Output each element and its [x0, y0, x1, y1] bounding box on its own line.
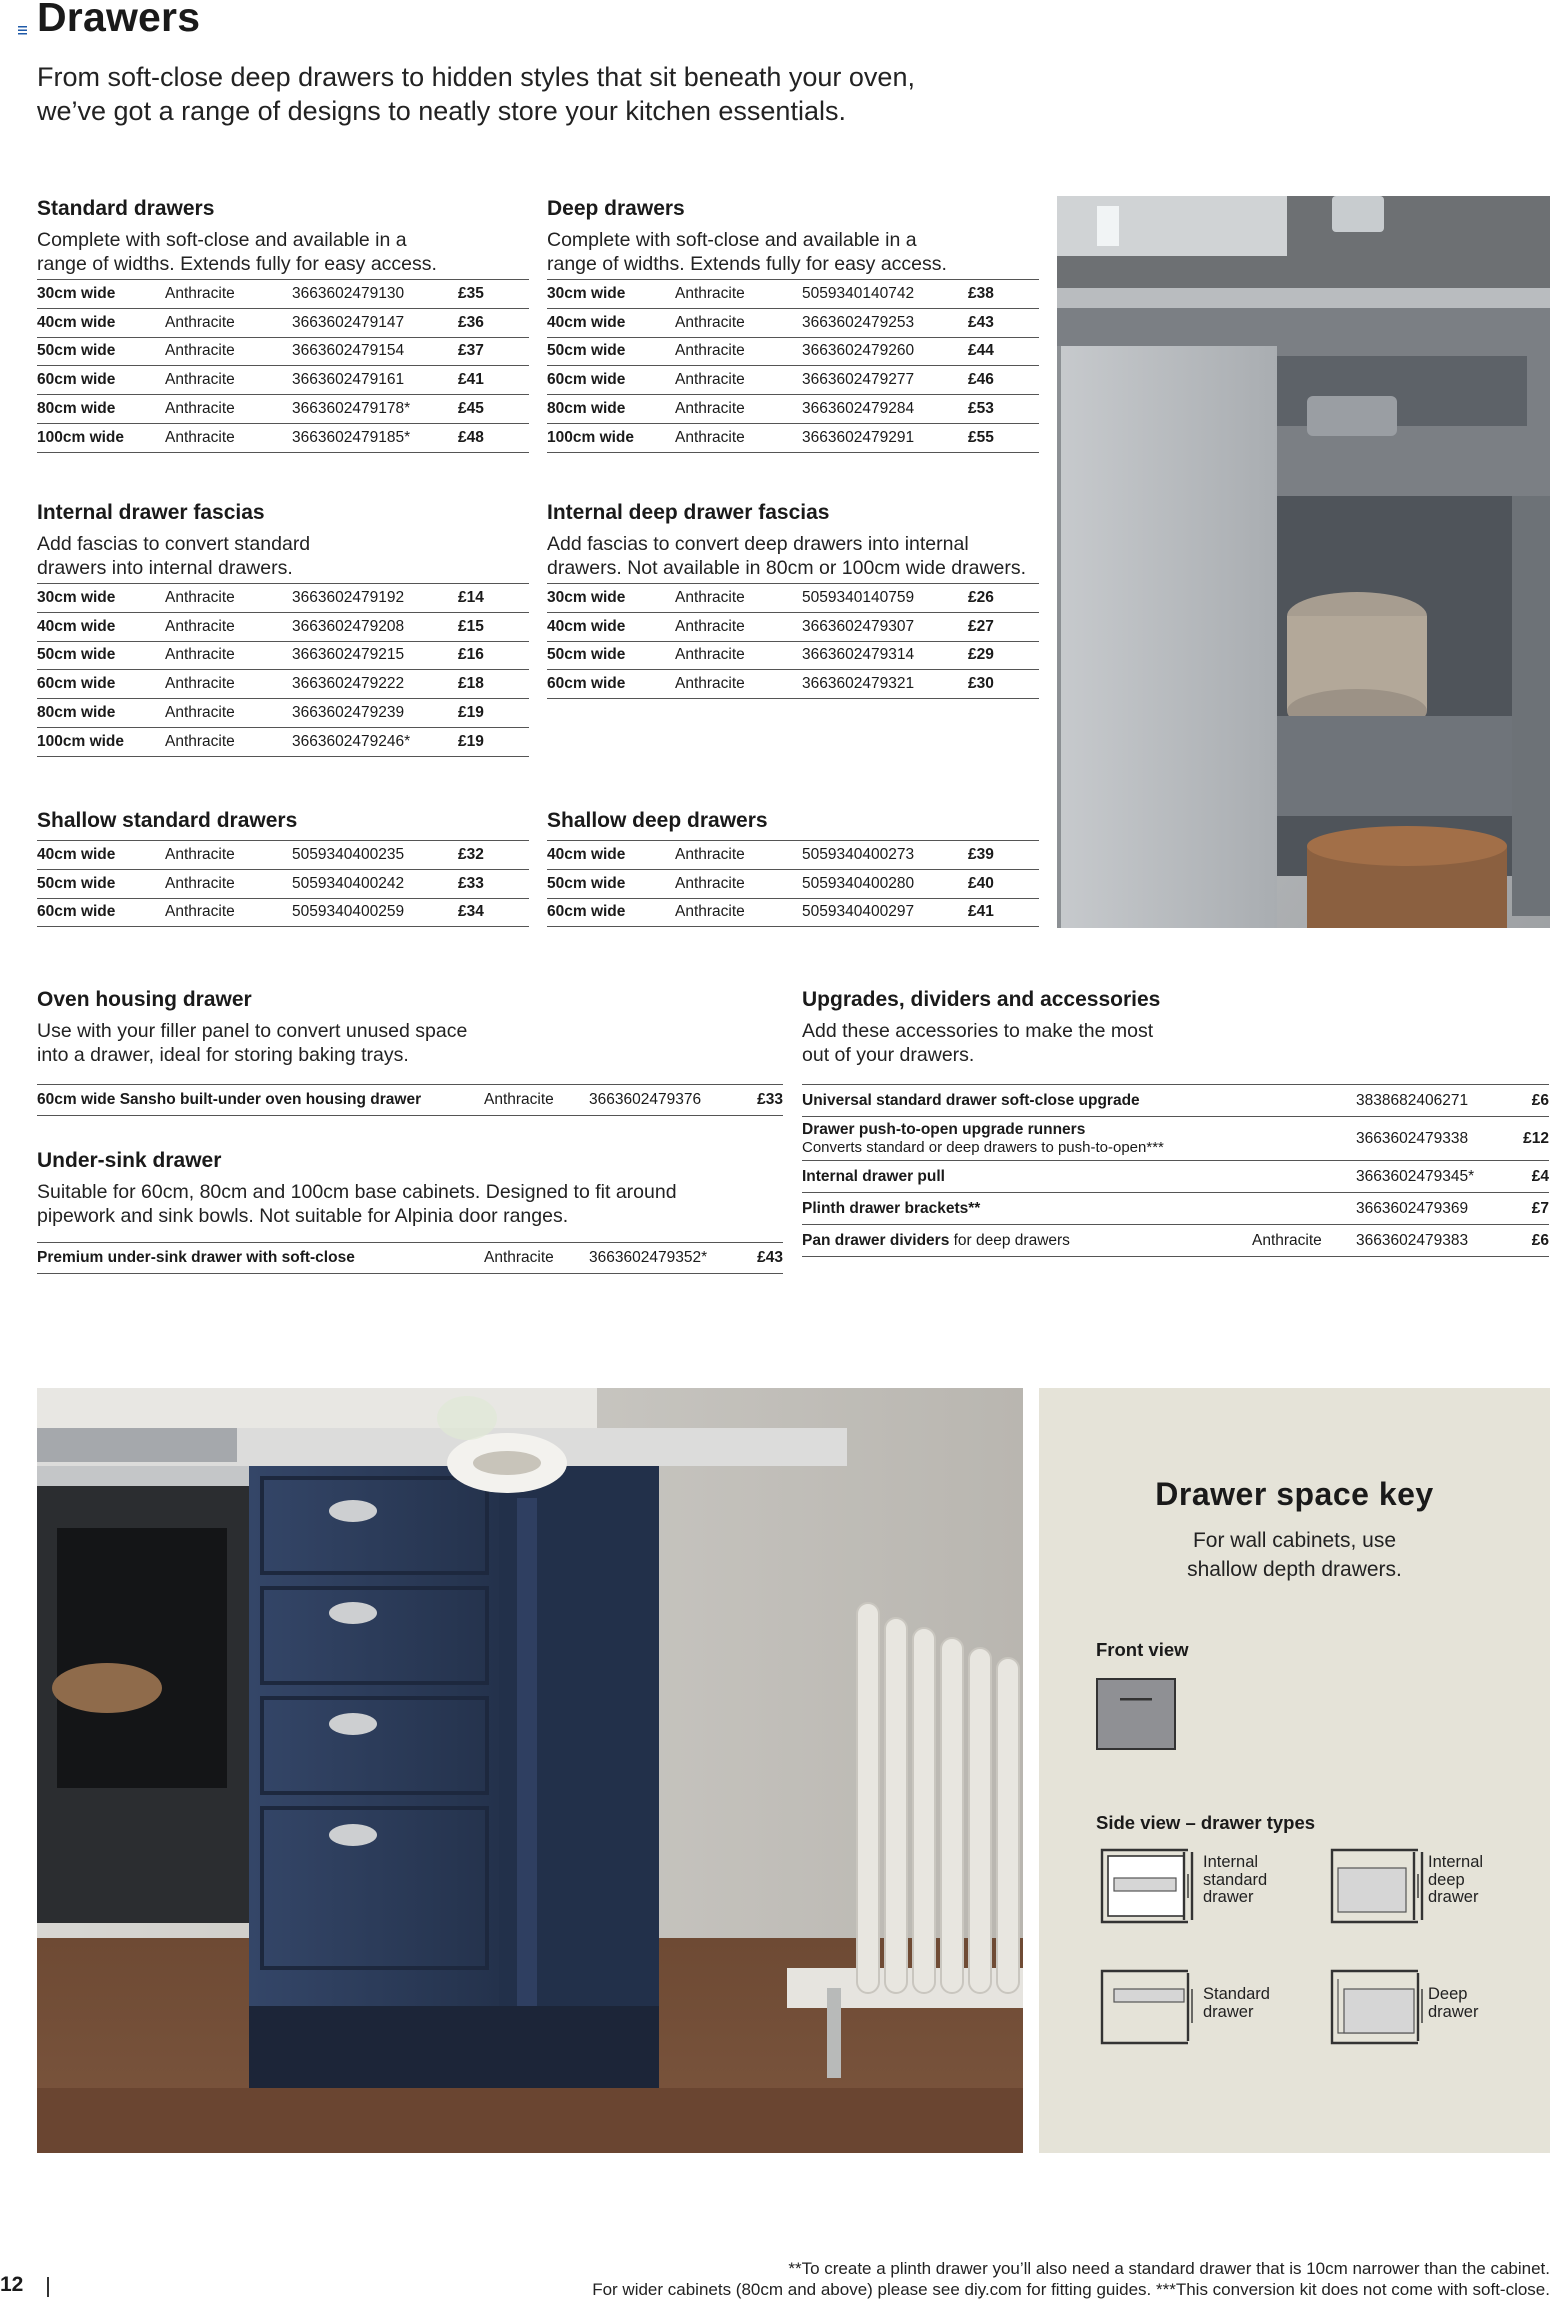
section-description: Complete with soft-close and available in a range of widths. Extends fully for easy access.: [37, 229, 437, 275]
internal-deep-drawer-icon: [1326, 1848, 1426, 1929]
table-cell-price: £6: [1509, 1085, 1549, 1117]
table-cell-price: £29: [968, 641, 1039, 670]
table-cell-colour: Anthracite: [1252, 1225, 1356, 1257]
table-cell-code: 3663602479246*: [292, 727, 458, 756]
table-cell-code: 3663602479345*: [1356, 1161, 1509, 1193]
table-cell-colour: Anthracite: [675, 869, 802, 898]
table-cell-size: 50cm wide: [547, 869, 675, 898]
table-cell-size: 100cm wide: [547, 423, 675, 452]
table-cell-colour: Anthracite: [675, 670, 802, 699]
kitchen-photo: [37, 1388, 1023, 2153]
table-cell-code: 3663602479284: [802, 395, 968, 424]
table-cell-price: £4: [1509, 1161, 1549, 1193]
table-row: [37, 898, 529, 927]
table-cell-price: £39: [968, 841, 1039, 870]
internal-deep-drawer-label: Internal deep drawer: [1428, 1853, 1484, 1906]
table-cell-price: £34: [458, 898, 529, 927]
table-cell-code: 3663602479383: [1356, 1225, 1509, 1257]
table-cell-price: £6: [1509, 1225, 1549, 1257]
table-cell-size: 50cm wide: [37, 641, 165, 670]
open-drawer-photo: [1057, 196, 1550, 928]
key-subtitle: For wall cabinets, use shallow depth drawers.: [1187, 1529, 1402, 1581]
table-cell-code: 3663602479208: [292, 612, 458, 641]
page-intro: From soft-close deep drawers to hidden styles that sit beneath your oven, we’ve got a range of designs to neatly store your kitchen essentials.: [37, 62, 915, 126]
table-row: [802, 1161, 1549, 1193]
table-cell-colour: Anthracite: [165, 641, 292, 670]
deep-drawer-icon: [1326, 1969, 1426, 2050]
table-row: [547, 395, 1039, 424]
table-cell-price: £44: [968, 337, 1039, 366]
table-cell-code: 3663602479239: [292, 699, 458, 728]
section-title: Internal deep drawer fascias: [547, 501, 830, 524]
page-divider: [47, 2277, 49, 2297]
table-cell-price: £18: [458, 670, 529, 699]
table-cell-price: £46: [968, 366, 1039, 395]
table-cell-price: £43: [968, 308, 1039, 337]
table-cell-size: 60cm wide: [37, 670, 165, 699]
table-cell-size: 40cm wide: [547, 841, 675, 870]
table-row: [37, 612, 529, 641]
table-cell-colour: Anthracite: [165, 612, 292, 641]
table-cell-size: 80cm wide: [547, 395, 675, 424]
table-cell-colour: Anthracite: [165, 423, 292, 452]
table-cell-code: 3663602479369: [1356, 1193, 1509, 1225]
table-cell-colour: Anthracite: [675, 423, 802, 452]
table-cell-colour: Anthracite: [165, 869, 292, 898]
section-title: Shallow deep drawers: [547, 809, 768, 832]
table-cell-price: £35: [458, 280, 529, 309]
table-cell-size: 30cm wide: [37, 584, 165, 613]
table-cell-size: 40cm wide: [547, 612, 675, 641]
section-title: Standard drawers: [37, 197, 215, 220]
product-table: [547, 840, 1039, 927]
table-cell-size: 60cm wide: [37, 898, 165, 927]
table-row: [547, 423, 1039, 452]
table-cell-colour: Anthracite: [165, 280, 292, 309]
table-cell-colour: Anthracite: [675, 337, 802, 366]
table-cell-price: £12: [1509, 1117, 1549, 1161]
table-cell-code: 3663602479253: [802, 308, 968, 337]
table-cell-size: 50cm wide: [547, 641, 675, 670]
product-table: [547, 583, 1039, 699]
product-table: [37, 1084, 783, 1116]
section-internal-drawer-fascias: [37, 501, 529, 757]
table-cell-colour: Anthracite: [165, 584, 292, 613]
product-table: [37, 279, 529, 453]
table-cell-colour: Anthracite: [675, 641, 802, 670]
table-cell-size: 100cm wide: [37, 727, 165, 756]
table-cell-size: 60cm wide: [547, 670, 675, 699]
side-view-label: Side view – drawer types: [1096, 1812, 1316, 1833]
table-row: [37, 584, 529, 613]
table-row: [802, 1225, 1549, 1257]
key-title: Drawer space key: [1155, 1476, 1434, 1512]
table-row: [37, 280, 529, 309]
table-cell-code: 3663602479154: [292, 337, 458, 366]
product-table: [802, 1084, 1549, 1257]
menu-icon: [18, 22, 28, 32]
table-cell-size: 30cm wide: [547, 280, 675, 309]
table-cell-colour: Anthracite: [165, 727, 292, 756]
table-cell-colour: Anthracite: [675, 395, 802, 424]
internal-standard-drawer-label: Internal standard drawer: [1203, 1853, 1268, 1906]
page-number: 12: [0, 2273, 24, 2296]
section-deep-drawers: [547, 197, 1039, 453]
footnote-1: **To create a plinth drawer you’ll also need a standard drawer that is 10cm narrower than the cabinet.: [788, 2259, 1550, 2278]
table-cell-size: 60cm wide: [37, 366, 165, 395]
section-under-sink-drawer: [37, 1149, 783, 1274]
table-cell-price: £19: [458, 699, 529, 728]
table-cell-colour: [1252, 1117, 1356, 1161]
table-cell-code: 5059340400235: [292, 841, 458, 870]
page-title: Drawers: [37, 0, 201, 40]
front-view-drawer-icon: [1096, 1678, 1176, 1755]
table-cell-size: 30cm wide: [37, 280, 165, 309]
table-cell-price: £40: [968, 869, 1039, 898]
table-row: [37, 337, 529, 366]
table-row: [547, 898, 1039, 927]
table-cell-name: Drawer push-to-open upgrade runners Converts standard or deep drawers to push-to-open***: [802, 1117, 1252, 1161]
table-cell-colour: Anthracite: [165, 670, 292, 699]
table-cell-colour: Anthracite: [675, 308, 802, 337]
section-description: Suitable for 60cm, 80cm and 100cm base cabinets. Designed to fit around pipework and sink bowls. Not suitable for Alpinia door ranges.: [37, 1181, 677, 1227]
table-cell-size: 100cm wide: [37, 423, 165, 452]
section-description: Complete with soft-close and available in a range of widths. Extends fully for easy access.: [547, 229, 947, 275]
table-cell-code: 3663602479192: [292, 584, 458, 613]
table-cell-size: 30cm wide: [547, 584, 675, 613]
section-oven-housing-drawer: [37, 988, 783, 1116]
standard-drawer-label: Standard drawer: [1203, 1985, 1270, 2021]
table-cell-colour: Anthracite: [675, 366, 802, 395]
table-cell-colour: [1252, 1085, 1356, 1117]
table-cell-price: £41: [458, 366, 529, 395]
product-table: [37, 840, 529, 927]
table-row: [547, 670, 1039, 699]
standard-drawer-icon: [1096, 1969, 1196, 2050]
table-cell-colour: Anthracite: [675, 841, 802, 870]
table-cell-price: £33: [458, 869, 529, 898]
table-cell-size: 40cm wide: [547, 308, 675, 337]
table-row: [37, 841, 529, 870]
table-row: [37, 395, 529, 424]
product-table: [37, 583, 529, 757]
table-row: [547, 841, 1039, 870]
table-cell-price: £30: [968, 670, 1039, 699]
table-cell-price: £27: [968, 612, 1039, 641]
table-cell-price: £45: [458, 395, 529, 424]
drawer-space-key-panel: [1039, 1388, 1550, 2153]
table-cell-size: 40cm wide: [37, 308, 165, 337]
table-cell-price: £16: [458, 641, 529, 670]
table-cell-size: 80cm wide: [37, 699, 165, 728]
table-cell-size: 60cm wide: [547, 366, 675, 395]
table-cell-price: £36: [458, 308, 529, 337]
section-shallow-standard-drawers: [37, 809, 529, 927]
table-cell-code: 3663602479307: [802, 612, 968, 641]
section-internal-deep-drawer-fascias: [547, 501, 1039, 699]
table-cell-code: 3663602479277: [802, 366, 968, 395]
table-row: [37, 641, 529, 670]
table-row: [547, 612, 1039, 641]
table-cell-colour: Anthracite: [165, 366, 292, 395]
section-title: Under-sink drawer: [37, 1149, 222, 1172]
table-cell-price: £37: [458, 337, 529, 366]
table-cell-name: Universal standard drawer soft-close upgrade: [802, 1085, 1252, 1117]
table-cell-code: 3663602479260: [802, 337, 968, 366]
table-row: Premium under-sink drawer with soft-close Anthracite 3663602479352* £43: [37, 1243, 783, 1274]
table-cell-code: 5059340400242: [292, 869, 458, 898]
table-cell-price: £48: [458, 423, 529, 452]
section-upgrades-dividers-accessories: [802, 988, 1549, 1257]
product-table: [37, 1242, 783, 1274]
table-cell-code: 3663602479161: [292, 366, 458, 395]
table-cell-code: 3663602479178*: [292, 395, 458, 424]
table-cell-colour: [1252, 1193, 1356, 1225]
table-row: [37, 869, 529, 898]
table-cell-size: 80cm wide: [37, 395, 165, 424]
table-cell-price: £38: [968, 280, 1039, 309]
section-title: Upgrades, dividers and accessories: [802, 988, 1161, 1011]
section-title: Internal drawer fascias: [37, 501, 265, 524]
table-row: [547, 584, 1039, 613]
table-cell-code: 5059340400259: [292, 898, 458, 927]
table-cell-colour: Anthracite: [165, 337, 292, 366]
table-cell-name: Internal drawer pull: [802, 1161, 1252, 1193]
table-cell-price: £53: [968, 395, 1039, 424]
table-cell-price: £7: [1509, 1193, 1549, 1225]
table-cell-code: 5059340400273: [802, 841, 968, 870]
table-cell-code: 3663602479215: [292, 641, 458, 670]
table-row: [547, 280, 1039, 309]
table-cell-price: £19: [458, 727, 529, 756]
table-row: [37, 727, 529, 756]
table-cell-code: 3663602479314: [802, 641, 968, 670]
section-description: Add these accessories to make the most out of your drawers.: [802, 1020, 1154, 1066]
table-row: [37, 670, 529, 699]
table-cell-colour: Anthracite: [165, 898, 292, 927]
table-cell-size: 50cm wide: [37, 337, 165, 366]
table-cell-code: 3663602479185*: [292, 423, 458, 452]
table-cell-price: £26: [968, 584, 1039, 613]
table-cell-name: Plinth drawer brackets**: [802, 1193, 1252, 1225]
footnote-2: For wider cabinets (80cm and above) please see diy.com for fitting guides. ***This conversion kit does not come with soft-close.: [592, 2280, 1550, 2299]
table-cell-code: 5059340140742: [802, 280, 968, 309]
table-cell-code: 3663602479147: [292, 308, 458, 337]
table-row: [37, 366, 529, 395]
table-cell-price: £32: [458, 841, 529, 870]
table-cell-size: 40cm wide: [37, 841, 165, 870]
table-row: [802, 1193, 1549, 1225]
section-title: Deep drawers: [547, 197, 685, 220]
table-cell-colour: [1252, 1161, 1356, 1193]
section-title: Oven housing drawer: [37, 988, 252, 1011]
section-description: Add fascias to convert standard drawers into internal drawers.: [37, 533, 311, 579]
table-cell-code: 5059340400297: [802, 898, 968, 927]
table-cell-colour: Anthracite: [165, 395, 292, 424]
section-title: Shallow standard drawers: [37, 809, 298, 832]
table-row: [547, 869, 1039, 898]
table-cell-colour: Anthracite: [675, 584, 802, 613]
table-cell-size: 60cm wide: [547, 898, 675, 927]
front-view-label: Front view: [1096, 1639, 1189, 1660]
table-row: [547, 641, 1039, 670]
table-cell-colour: Anthracite: [165, 308, 292, 337]
table-cell-code: 3663602479338: [1356, 1117, 1509, 1161]
table-row: [547, 308, 1039, 337]
table-cell-colour: Anthracite: [165, 699, 292, 728]
table-row: [802, 1085, 1549, 1117]
table-cell-name: Pan drawer dividers for deep drawers: [802, 1225, 1252, 1257]
table-cell-colour: Anthracite: [675, 898, 802, 927]
table-cell-code: 3663602479222: [292, 670, 458, 699]
internal-standard-drawer-icon: [1096, 1848, 1196, 1929]
table-cell-price: £41: [968, 898, 1039, 927]
table-row: 60cm wide Sansho built-under oven housing drawer Anthracite 3663602479376 £33: [37, 1085, 783, 1116]
table-cell-colour: Anthracite: [165, 841, 292, 870]
product-table: [547, 279, 1039, 453]
section-standard-drawers: [37, 197, 529, 453]
table-cell-colour: Anthracite: [675, 612, 802, 641]
table-row: [802, 1117, 1549, 1161]
table-cell-size: 50cm wide: [547, 337, 675, 366]
table-cell-code: 5059340140759: [802, 584, 968, 613]
table-cell-colour: Anthracite: [675, 280, 802, 309]
table-row: [37, 423, 529, 452]
table-cell-code: 3663602479130: [292, 280, 458, 309]
section-description: Add fascias to convert deep drawers into internal drawers. Not available in 80cm or 100cm wide drawers.: [547, 533, 1027, 579]
table-row: [37, 308, 529, 337]
deep-drawer-label: Deep drawer: [1428, 1985, 1479, 2021]
table-row: [547, 366, 1039, 395]
table-cell-price: £15: [458, 612, 529, 641]
table-row: [37, 699, 529, 728]
table-cell-code: 3663602479291: [802, 423, 968, 452]
table-cell-price: £55: [968, 423, 1039, 452]
section-shallow-deep-drawers: [547, 809, 1039, 927]
table-cell-size: 40cm wide: [37, 612, 165, 641]
table-cell-price: £14: [458, 584, 529, 613]
table-cell-code: 3663602479321: [802, 670, 968, 699]
table-cell-size: 50cm wide: [37, 869, 165, 898]
table-cell-code: 3838682406271: [1356, 1085, 1509, 1117]
table-cell-code: 5059340400280: [802, 869, 968, 898]
table-row: [547, 337, 1039, 366]
section-description: Use with your filler panel to convert unused space into a drawer, ideal for storing baking trays.: [37, 1020, 468, 1066]
